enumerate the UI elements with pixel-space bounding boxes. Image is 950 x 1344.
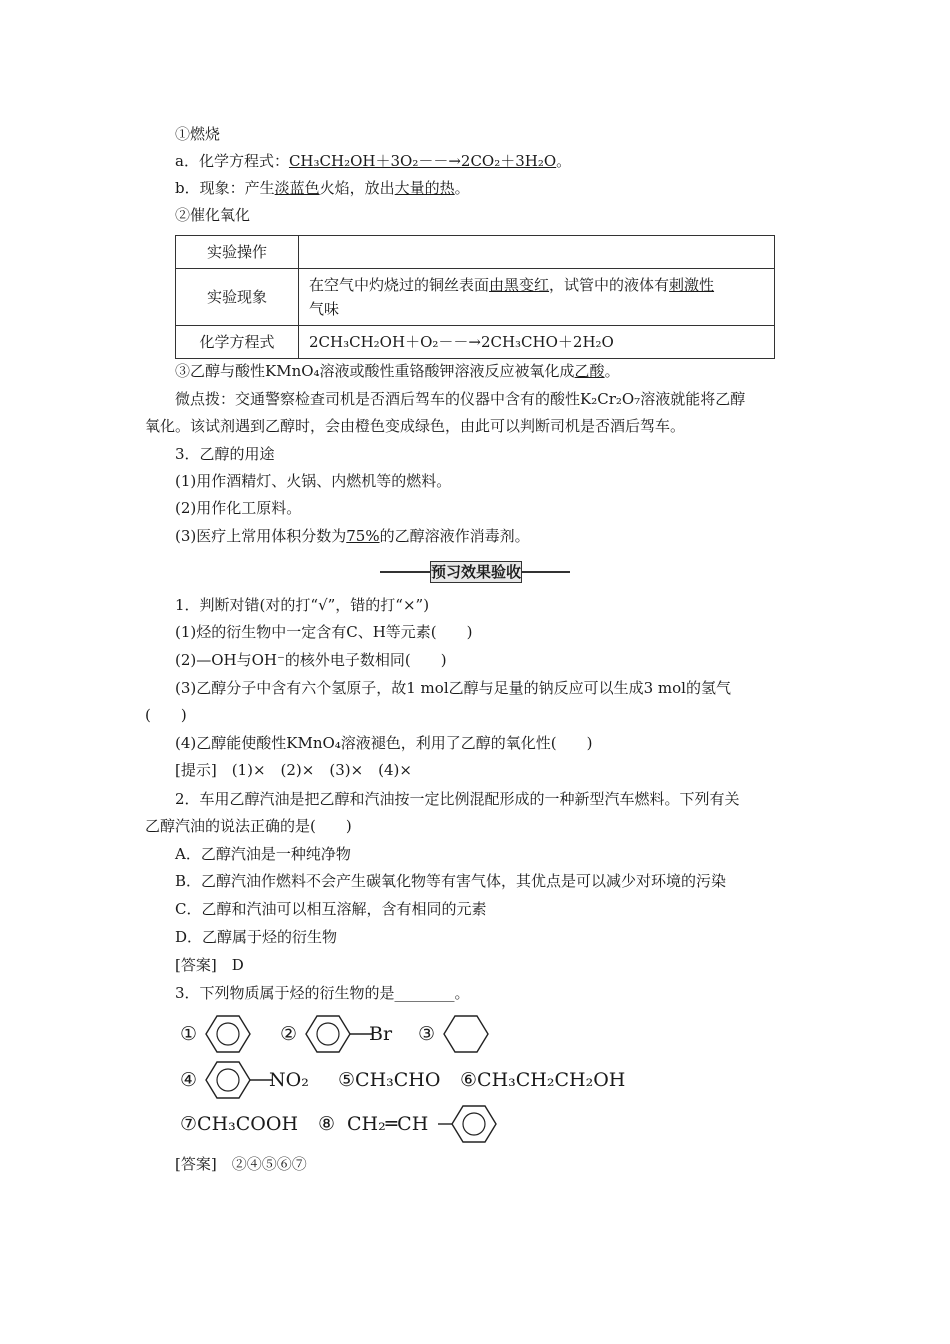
combustion-phenomenon-line: b．现象：产生淡蓝色火焰，放出大量的热。 [175,179,470,197]
q2-option-a: A．乙醇汽油是一种纯净物 [175,845,351,863]
uses-item-3: (3)医疗上常用体积分数为75%的乙醇溶液作消毒剂。 [175,527,530,545]
catalytic-title: ②催化氧化 [175,206,251,224]
q2-option-d: D．乙醇属于烃的衍生物 [175,928,338,946]
q1-statement-3: (3)乙醇分子中含有六个氢原子，故1 mol乙醇与足量的钠反应可以生成3 mol的氢气 [175,679,731,697]
table-row [176,236,775,269]
q2-stem: 2．车用乙醇汽油是把乙醇和汽油按一定比例混配形成的一种新型汽车燃料。下列有关 [175,790,740,808]
flame-color: 淡蓝色 [274,179,320,197]
q1-hint: [提示] (1)× (2)× (3)× (4)× [175,761,412,779]
mol-3-label: ③ [418,1023,436,1045]
q2-stem-cont: 乙醇汽油的说法正确的是( ) [145,817,352,835]
q2-answer: [答案] D [175,956,244,974]
row-label-equation: 化学方程式 [176,326,299,359]
q2-option-b: B．乙醇汽油作燃料不会产生碳氧化物等有害气体，其优点是可以减少对环境的污染 [175,872,727,890]
q1-statement-1: (1)烃的衍生物中一定含有C、H等元素( ) [175,623,473,641]
row-value-equation: 2CH₃CH₂OH＋O₂－－→2CH₃CHO＋2H₂O [299,326,775,359]
mol-2-label: ② [280,1023,298,1045]
mol-4-group: NO₂ [269,1069,309,1091]
mol-8-label: ⑧ [318,1113,336,1135]
q1-statement-4: (4)乙醇能使酸性KMnO₄溶液褪色，利用了乙醇的氧化性( ) [175,734,593,752]
experiment-table [175,235,775,359]
tip-line-1: 微点拨：交通警察检查司机是否酒后驾车的仪器中含有的酸性K₂Cr₂O₇溶液就能将乙醇 [175,390,746,408]
q1-stem: 1．判断对错(对的打“√”，错的打“×”) [175,596,430,614]
mol-2-group: Br [369,1023,393,1045]
combustion-equation: CH₃CH₂OH＋3O₂－－→2CO₂＋3H₂O [288,152,557,170]
uses-title: 3．乙醇的用途 [175,445,275,463]
heat-release: 大量的热 [394,179,455,197]
mol-8-formula: CH₂═CH [347,1113,429,1135]
row-value-operation [299,236,775,269]
mol-1-label: ① [180,1023,198,1045]
banner-rule-left [380,571,430,573]
q2-option-c: C．乙醇和汽油可以相互溶解，含有相同的元素 [175,900,487,918]
row-value-phenomenon: 在空气中灼烧过的铜丝表面由黑变红，试管中的液体有刺激性 气味 [299,269,775,326]
combustion-equation-line: a．化学方程式：CH₃CH₂OH＋3O₂－－→2CO₂＋3H₂O。 [175,152,572,170]
acetic-acid: 乙酸 [574,362,605,380]
table-row [176,269,775,326]
mol-4-label: ④ [180,1069,198,1091]
row-label-phenomenon: 实验现象 [176,269,299,326]
section-banner [380,561,570,583]
bromobenzene-ring [305,1014,375,1054]
styrene-phenyl-ring [438,1104,498,1144]
tip-line-2: 氧化。该试剂遇到乙醇时，会由橙色变成绿色，由此可以判断司机是否酒后驾车。 [145,417,686,435]
combustion-equation-label: a．化学方程式： [175,152,289,170]
nitrobenzene-ring [205,1060,275,1100]
mol-7: ⑦CH₃COOH [180,1113,299,1135]
mol-5: ⑤CH₃CHO [338,1069,441,1091]
benzene-ring [205,1014,251,1054]
mol-6: ⑥CH₃CH₂CH₂OH [460,1069,626,1091]
q1-statement-2: (2)—OH与OH⁻的核外电子数相同( ) [175,651,447,669]
q1-statement-3-cont: ( ) [145,706,187,724]
oxidation-line: ③乙醇与酸性KMnO₄溶液或酸性重铬酸钾溶液反应被氧化成乙酸。 [175,362,620,380]
banner-label: 预习效果验收 [431,563,522,581]
q3-answer: [答案] ②④⑤⑥⑦ [175,1155,307,1173]
uses-item-2: (2)用作化工原料。 [175,499,302,517]
q3-stem: 3．下列物质属于烃的衍生物的是________。 [175,984,470,1002]
uses-item-1: (1)用作酒精灯、火锅、内燃机等的燃料。 [175,472,452,490]
table-row [176,326,775,359]
combustion-title: ①燃烧 [175,125,221,143]
row-label-operation: 实验操作 [176,236,299,269]
banner-rule-right [522,571,570,573]
cyclohexane-ring [443,1014,489,1054]
